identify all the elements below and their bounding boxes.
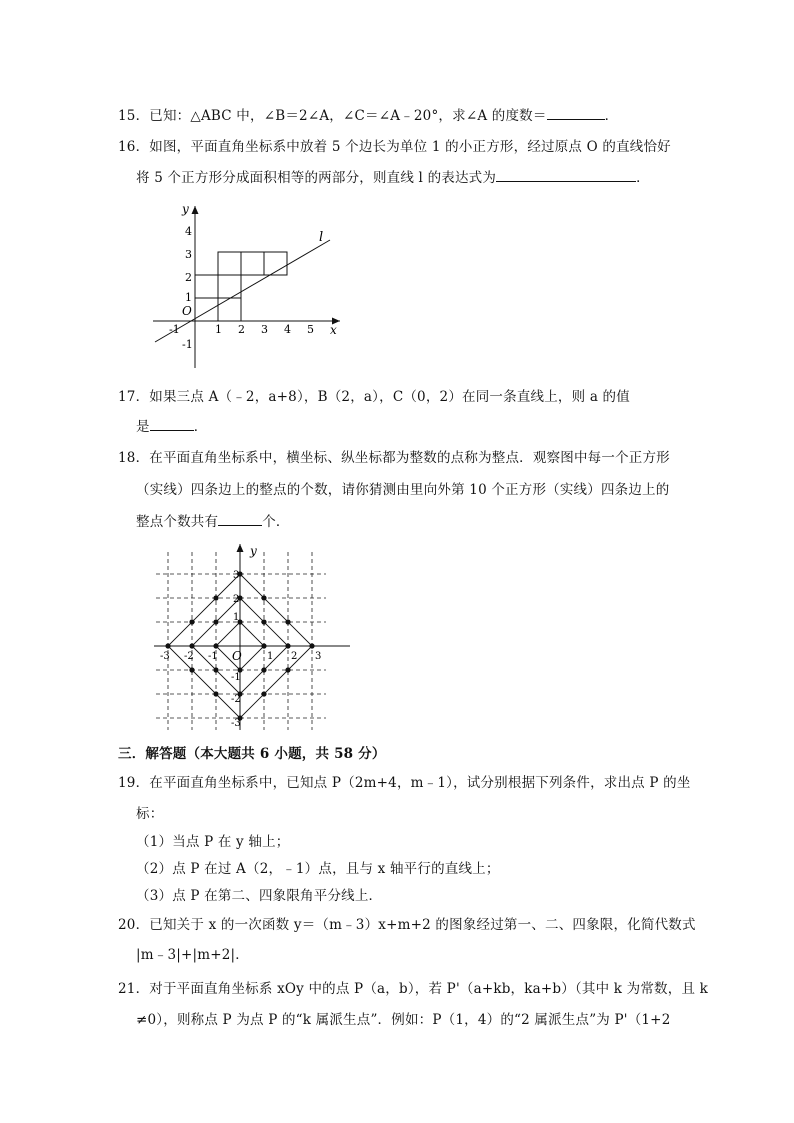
q16-text: 将 5 个正方形分成面积相等的两部分，则直线 l 的表达式为 <box>136 170 497 186</box>
origin-label: O <box>232 649 242 663</box>
x-tick: -3 <box>160 651 170 662</box>
point <box>261 691 266 696</box>
point <box>189 619 194 624</box>
question-16-line2 <box>136 166 650 186</box>
question-18-line2: （实线）四条边上的整点的个数，请你猜测由里向外第 10 个正方形（实线）四条边上的 <box>136 482 670 498</box>
y-axis-arrow-icon <box>237 544 244 552</box>
question-19-sub3: （3）点 P 在第二、四象限角平分线上． <box>136 888 383 904</box>
question-20-line1: 20．已知关于 x 的一次函数 y＝（m﹣3）x+m+2 的图象经过第一、二、四象限，化简代数式 <box>118 917 696 933</box>
q17-text: 是 <box>136 419 150 435</box>
point <box>189 643 194 648</box>
y-tick: 2 <box>185 271 192 284</box>
y-tick: -2 <box>231 694 241 705</box>
question-18-line3 <box>136 510 290 530</box>
x-tick: -1 <box>169 323 180 336</box>
x-tick: 2 <box>291 651 298 662</box>
q17-end: ． <box>193 419 208 435</box>
y-tick: 3 <box>233 570 240 581</box>
q15-answer-blank[interactable] <box>547 106 605 120</box>
square-top-2 <box>241 252 264 275</box>
q18-answer-blank[interactable] <box>218 512 262 526</box>
point <box>213 595 218 600</box>
question-19-sub2: （2）点 P 在过 A（2，﹣1）点，且与 x 轴平行的直线上； <box>136 861 500 877</box>
y-axis-label: y <box>250 544 257 558</box>
x-tick: 5 <box>307 323 314 336</box>
x-tick: 3 <box>315 651 322 662</box>
x-tick: 1 <box>267 651 274 662</box>
line-l-label: l <box>319 230 324 245</box>
square-bottom-2 <box>218 275 241 298</box>
section-3-title: 三．解答题（本大题共 6 小题，共 58 分） <box>118 746 386 762</box>
point <box>309 643 314 648</box>
y-axis-arrow-icon <box>192 206 199 214</box>
square-top-1 <box>218 252 241 275</box>
y-tick: 1 <box>185 291 192 304</box>
question-21-line2: ≠0），则称点 P 为点 P 的“k 属派生点”．例如：P（1，4）的“2 属派生点”为 P'（1+2 <box>136 1012 671 1028</box>
x-tick: 3 <box>261 323 268 336</box>
question-19-line2: 标： <box>136 806 164 822</box>
point <box>213 667 218 672</box>
point <box>285 667 290 672</box>
origin-label: O <box>182 304 192 318</box>
question-16-line1: 16．如图，平面直角坐标系中放着 5 个边长为单位 1 的小正方形，经过原点 O 的直线恰好 <box>118 139 671 155</box>
question-19-sub1: （1）当点 P 在 y 轴上； <box>136 834 290 850</box>
question-17-line1: 17．如果三点 A（﹣2，a+8），B（2，a），C（0，2）在同一条直线上，则 a 的值 <box>118 389 630 405</box>
figure-16 <box>145 198 350 373</box>
y-axis-label: y <box>182 202 189 216</box>
y-tick: 3 <box>185 248 192 261</box>
q18-text: 整点个数共有 <box>136 514 219 530</box>
point <box>213 619 218 624</box>
x-tick: -2 <box>184 651 194 662</box>
q15-end: ． <box>604 108 619 124</box>
point <box>261 595 266 600</box>
question-15 <box>118 104 618 124</box>
y-tick: 1 <box>233 612 240 623</box>
y-tick: 2 <box>233 594 240 605</box>
point <box>261 643 266 648</box>
point <box>213 691 218 696</box>
x-tick: 1 <box>215 323 222 336</box>
y-tick: -1 <box>182 338 193 351</box>
question-20-line2: |m﹣3|+|m+2|． <box>136 947 249 963</box>
q16-answer-blank[interactable] <box>496 168 636 182</box>
point <box>165 643 170 648</box>
x-tick: -1 <box>208 651 218 662</box>
y-tick: 4 <box>185 225 192 238</box>
point <box>285 619 290 624</box>
x-tick: 2 <box>238 323 245 336</box>
point <box>189 667 194 672</box>
dashed-grid <box>156 552 326 730</box>
point <box>261 667 266 672</box>
question-19-line1: 19．在平面直角坐标系中，已知点 P（2m+4，m﹣1），试分别根据下列条件，求出点 P 的坐 <box>118 775 691 791</box>
square-bottom-1 <box>195 275 218 298</box>
figure-18 <box>148 540 358 732</box>
question-17-line2 <box>136 415 207 435</box>
x-tick: 4 <box>284 323 291 336</box>
y-tick: -1 <box>231 672 241 683</box>
q16-end: ． <box>636 170 650 186</box>
point <box>213 643 218 648</box>
x-axis-label: x <box>330 323 337 337</box>
point <box>261 619 266 624</box>
q15-text: 15．已知：△ABC 中，∠B＝2∠A，∠C＝∠A﹣20°，求∠A 的度数＝ <box>118 108 547 124</box>
point <box>285 643 290 648</box>
question-21-line1: 21．对于平面直角坐标系 xOy 中的点 P（a，b），若 P'（a+kb，ka+b）（其中 k 为常数，且 k <box>118 981 709 997</box>
question-18-line1: 18．在平面直角坐标系中，横坐标、纵坐标都为整数的点称为整点．观察图中每一个正方形 <box>118 450 670 466</box>
q17-answer-blank[interactable] <box>150 417 194 431</box>
y-tick: -3 <box>231 718 241 729</box>
q18-end: 个． <box>262 514 290 530</box>
